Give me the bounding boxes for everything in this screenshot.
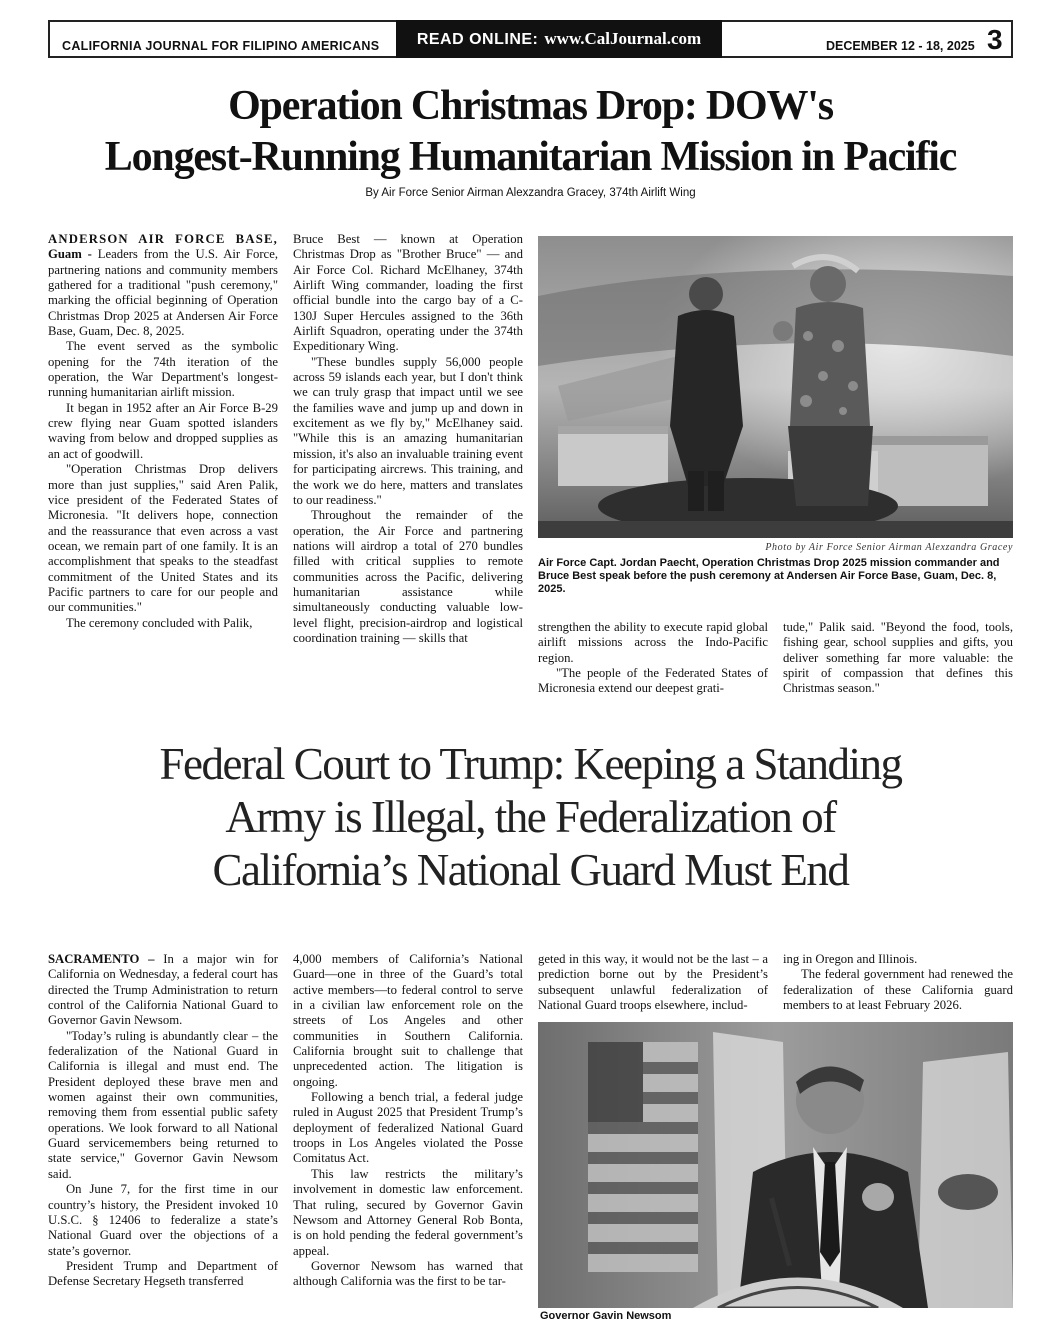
issue-date: DECEMBER 12 - 18, 2025 (826, 39, 975, 53)
article1-column-1 (48, 232, 278, 631)
article1-dateline-region: Guam - (48, 247, 92, 262)
article1-paragraph: Bruce Best — known at Operation Christmas Drop as "Brother Bruce" — and Air Force Col. Richard McElhaney, 374th Airlift Wing commander, loading the first official bundle into the cargo bay of a C-130J Super Hercules assigned to the 36th Airlift Squadron, operating under the 374th Expeditionary Wing. (293, 232, 523, 354)
article1-paragraph: Throughout the remainder of the operation, the Air Force and partnering nations will airdrop a total of 270 bundles filled with critical supplies to remote communities across the Pacific, delivering humanitarian assistance while simultaneously conducting valuable low-level flight, precision-airdrop and logistical coordination training — skills that (293, 508, 523, 645)
article2-column-4 (783, 952, 1013, 1013)
article1-paragraph: Leaders from the U.S. Air Force, partnering nations and community members gathered for a traditional "push ceremony," marking the official beginning of Operation Christmas Drop 2025 at Andersen Air Force Base, Guam, Dec. 8, 2025. (48, 247, 278, 339)
article1-paragraph: tude," Palik said. "Beyond the food, tools, fishing gear, school supplies and gifts, you deliver something far more valuable: the spirit of compassion that defines this Christmas season." (783, 620, 1013, 696)
article2-headline-line1: Federal Court to Trump: Keeping a Standing (159, 739, 902, 789)
page-number: 3 (987, 24, 1003, 55)
article1-column-3 (538, 620, 768, 697)
article1-photo-caption: Air Force Capt. Jordan Paecht, Operation Christmas Drop 2025 mission commander and Bruce Best speak before the push ceremony at Andersen Air Force Base, Guam, Dec. 8, 2025. (538, 557, 1000, 595)
website-link[interactable]: www.CalJournal.com (544, 29, 702, 48)
article1-photo-credit: Photo by Air Force Senior Airman Alexzandra Gracey (765, 542, 1013, 553)
read-online-banner[interactable] (396, 20, 722, 58)
article2-paragraph: The federal government had renewed the federalization of these California guard members to at least February 2026. (783, 967, 1013, 1013)
article2-headline-line2: Army is Illegal, the Federalization of (225, 792, 836, 842)
article1-paragraph: The ceremony concluded with Palik, (66, 615, 253, 630)
article2-paragraph: "Today’s ruling is abundantly clear – the federalization of the National Guard in California is illegal and must end. The President deployed these brave men and women against their own communities, removing them from essential public safety operations. We look forward to all National Guard servicemembers being returned to state service," Governor Gavin Newsom said. (48, 1028, 278, 1181)
article2-photo (538, 1022, 1013, 1308)
article1-paragraph: It began in 1952 after an Air Force B-29 crew flying near Guam spotted islanders waving from below and dropped supplies as an act of goodwill. (48, 400, 278, 461)
article2-photo-caption: Governor Gavin Newsom (540, 1310, 672, 1322)
article1-byline: By Air Force Senior Airman Alexzandra Gracey, 374th Airlift Wing (365, 187, 696, 199)
article1-photo (538, 236, 1013, 538)
article2-column-3 (538, 952, 768, 1013)
article2-paragraph: Governor Newsom has warned that although California was the first to be tar- (293, 1258, 523, 1289)
article2-paragraph: ing in Oregon and Illinois. (783, 952, 918, 966)
article1-headline-line1: Operation Christmas Drop: DOW's (228, 83, 833, 129)
article1-column-2 (293, 232, 523, 646)
publication-name: CALIFORNIA JOURNAL FOR FILIPINO AMERICANS (62, 39, 380, 53)
article1-dateline-place: ANDERSON AIR FORCE BASE, (48, 232, 278, 246)
article2-headline-line3: California’s National Guard Must End (212, 845, 849, 895)
article2-paragraph: This law restricts the military’s involvement in domestic law enforcement. That ruling, secured by Governor Gavin Newsom and Attorney General Rob Bonta, is on hold pending the federal government’s appeal. (293, 1166, 523, 1258)
article2-paragraph: 4,000 members of California’s National Guard—one in three of the Guard’s total active members—to federal control to serve in a civilian law enforcement role on the streets of Los Angeles and other communities in Southern California. California brought suit to challenge that unprecedented action. The litigation is ongoing. (293, 952, 523, 1089)
article2-paragraph: On June 7, for the first time in our country’s history, the President invoked 10 U.S.C. § 12406 to federalize a state’s National Guard over the objections of a state’s governor. (48, 1182, 278, 1258)
article2-paragraph: In a major win for California on Wednesday, a federal court has directed the Trump Administration to return control of the California National Guard to Governor Gavin Newsom. (48, 952, 278, 1028)
article2-paragraph: geted in this way, it would not be the last – a prediction borne out by the President’s subsequent unlawful federalization of National Guard troops elsewhere, includ- (538, 952, 768, 1013)
article1-paragraph: The event served as the symbolic opening for the 74th iteration of the operation, the War Department's longest-running humanitarian airlift mission. (48, 339, 278, 400)
article2-column-1 (48, 952, 278, 1290)
page-header (48, 20, 1013, 58)
article1-paragraph: "The people of the Federated States of Micronesia extend our deepest grati- (538, 666, 768, 696)
article1-paragraph: strengthen the ability to execute rapid global airlift missions across the Indo-Pacific region. (538, 620, 768, 665)
article1-column-4 (783, 620, 1013, 697)
article2-column-2 (293, 952, 523, 1290)
article1-paragraph: "Operation Christmas Drop delivers more than just supplies," said Aren Palik, vice president of the Federated States of Micronesia. "It delivers hope, connection and the reassurance that even across a vast ocean, we remain part of one family. It is an accomplishment that speaks to the steadfast commitment of the United States and its Pacific partners to care for our people and our communities." (48, 462, 278, 615)
article1-headline-line2: Longest-Running Humanitarian Mission in Pacific (104, 134, 957, 180)
article2-paragraph: President Trump and Department of Defense Secretary Hegseth transferred (48, 1258, 278, 1289)
article2-headline (40, 738, 1021, 897)
read-online-label: READ ONLINE: (416, 31, 539, 48)
article1-paragraph: "These bundles supply 56,000 people across 59 islands each year, but I don't think we can truly grasp that impact until we see the families wave and jump up and down in excitement as we fly by," McElhaney said. "While this is an amazing humanitarian mission, it's also an invaluable training event for participating aircrews. This training, and the work we do here, matters and translates to our readiness." (293, 354, 523, 507)
article2-dateline: SACRAMENTO – (48, 952, 155, 966)
article2-paragraph: Following a bench trial, a federal judge ruled in August 2025 that President Trump’s deployment of federalized National Guard troops in Los Angeles violated the Posse Comitatus Act. (293, 1090, 523, 1166)
